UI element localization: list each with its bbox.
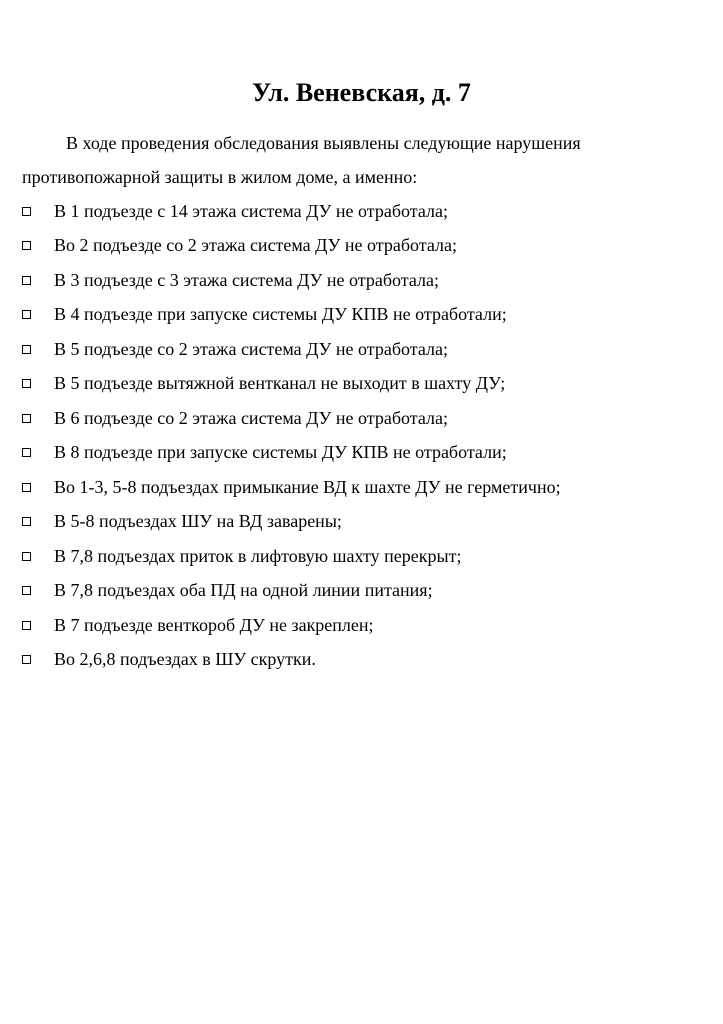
list-item	[22, 298, 561, 333]
list-item	[22, 470, 561, 505]
list-item	[22, 332, 561, 367]
intro-paragraph	[22, 126, 662, 194]
list-item-text: В 3 подъезде с 3 этажа система ДУ не отработала;	[54, 269, 439, 290]
list-item	[22, 229, 561, 264]
square-bullet-icon	[22, 655, 31, 664]
square-bullet-icon	[22, 448, 31, 457]
list-item	[22, 643, 561, 678]
square-bullet-icon	[22, 345, 31, 354]
list-item	[22, 608, 561, 643]
list-item-text: Во 2,6,8 подъездах в ШУ скрутки.	[54, 649, 316, 670]
list-item	[22, 367, 561, 402]
list-item-text: В 8 подъезде при запуске системы ДУ КПВ не отработали;	[54, 442, 507, 463]
list-item	[22, 436, 561, 471]
intro-line-1: В ходе проведения обследования выявлены следующие нарушения	[66, 133, 581, 153]
list-item-text: Во 2 подъезде со 2 этажа система ДУ не отработала;	[54, 235, 457, 256]
list-item-text: В 7,8 подъездах оба ПД на одной линии питания;	[54, 580, 433, 601]
list-item-text: В 4 подъезде при запуске системы ДУ КПВ не отработали;	[54, 304, 507, 325]
list-item	[22, 574, 561, 609]
list-item-text: В 1 подъезде с 14 этажа система ДУ не отработала;	[54, 200, 448, 221]
list-item	[22, 505, 561, 540]
square-bullet-icon	[22, 586, 31, 595]
list-item	[22, 194, 561, 229]
list-item-text: В 5 подъезде вытяжной вентканал не выходит в шахту ДУ;	[54, 373, 506, 394]
list-item-text: В 5 подъезде со 2 этажа система ДУ не отработала;	[54, 338, 448, 359]
square-bullet-icon	[22, 310, 31, 319]
square-bullet-icon	[22, 552, 31, 561]
list-item	[22, 263, 561, 298]
violations-list	[22, 194, 561, 677]
square-bullet-icon	[22, 621, 31, 630]
list-item-text: В 5-8 подъездах ШУ на ВД заварены;	[54, 511, 342, 532]
list-item	[22, 401, 561, 436]
list-item-text: В 7 подъезде венткороб ДУ не закреплен;	[54, 614, 374, 635]
list-item	[22, 539, 561, 574]
list-item-text: В 6 подъезде со 2 этажа система ДУ не отработала;	[54, 407, 448, 428]
document-title: Ул. Веневская, д. 7	[252, 78, 471, 107]
list-item-text: В 7,8 подъездах приток в лифтовую шахту перекрыт;	[54, 545, 462, 566]
square-bullet-icon	[22, 483, 31, 492]
square-bullet-icon	[22, 379, 31, 388]
square-bullet-icon	[22, 207, 31, 216]
square-bullet-icon	[22, 517, 31, 526]
square-bullet-icon	[22, 414, 31, 423]
intro-line-2: противопожарной защиты в жилом доме, а именно:	[22, 167, 418, 187]
square-bullet-icon	[22, 276, 31, 285]
square-bullet-icon	[22, 241, 31, 250]
list-item-text: Во 1-3, 5-8 подъездах примыкание ВД к шахте ДУ не герметично;	[54, 476, 561, 497]
